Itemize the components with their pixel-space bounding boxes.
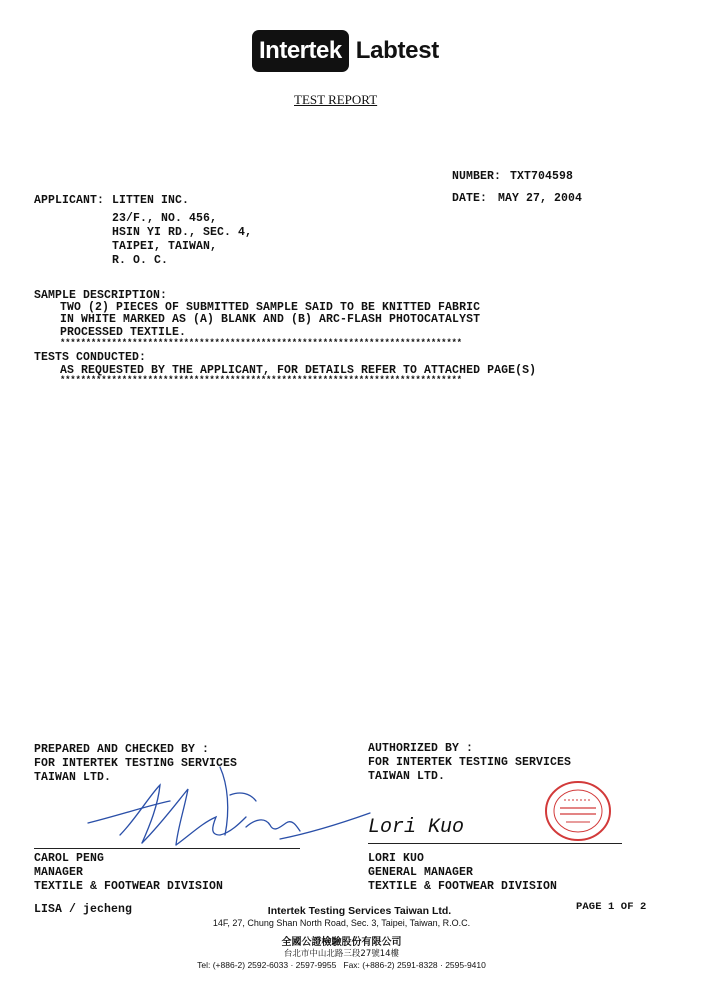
separator-line: ******************************************************************************: [60, 338, 462, 348]
prepared-line: PREPARED AND CHECKED BY :: [34, 743, 210, 756]
date-value: MAY 27, 2004: [498, 192, 583, 205]
date-label: DATE:: [452, 192, 488, 205]
sample-description-line: TWO (2) PIECES OF SUBMITTED SAMPLE SAID TO BE KNITTED FABRIC: [60, 301, 481, 314]
footer-address: 14F, 27, Chung Shan North Road, Sec. 3, Taipei, Taiwan, R.O.C.: [212, 918, 471, 928]
logo-suffix: Labtest: [355, 37, 439, 64]
tests-conducted-label: TESTS CONDUCTED:: [34, 351, 147, 364]
sample-description-line: IN WHITE MARKED AS (A) BLANK AND (B) ARC-FLASH PHOTOCATALYST: [60, 313, 481, 326]
applicant-name: LITTEN INC.: [112, 194, 190, 207]
authorized-signature-line: [368, 843, 622, 844]
authorized-line: FOR INTERTEK TESTING SERVICES: [368, 756, 572, 769]
number-value: TXT704598: [510, 170, 574, 183]
report-title: TEST REPORT: [294, 92, 378, 107]
prepared-division: TEXTILE & FOOTWEAR DIVISION: [34, 880, 224, 893]
applicant-address-line: 23/F., NO. 456,: [112, 212, 218, 225]
initials: LISA / jecheng: [34, 903, 133, 916]
page-number: PAGE 1 OF 2: [576, 901, 647, 913]
authorized-division: TEXTILE & FOOTWEAR DIVISION: [368, 880, 558, 893]
prepared-signature-line: [34, 848, 300, 849]
sample-description-label: SAMPLE DESCRIPTION:: [34, 289, 168, 302]
authorized-title: GENERAL MANAGER: [368, 866, 474, 879]
carol-peng-signature: [80, 765, 380, 855]
footer-chinese-name: 全國公證檢驗股份有限公司: [281, 937, 402, 948]
separator-line: ******************************************************************************: [60, 375, 462, 385]
number-label: NUMBER:: [452, 170, 502, 183]
applicant-address-line: HSIN YI RD., SEC. 4,: [112, 226, 253, 239]
logo-brand: Intertek: [252, 30, 349, 72]
authorized-line: AUTHORIZED BY :: [368, 742, 474, 755]
intertek-labtest-logo: [252, 30, 439, 72]
prepared-title: MANAGER: [34, 866, 84, 879]
footer-contact: Tel: (+886-2) 2592-6033 · 2597-9955 Fax: (+886-2) 2591-8328 · 2595-9410: [197, 960, 486, 970]
tests-conducted-text: AS REQUESTED BY THE APPLICANT, FOR DETAILS REFER TO ATTACHED PAGE(S): [60, 364, 537, 377]
prepared-line: FOR INTERTEK TESTING SERVICES: [34, 757, 238, 770]
footer-company: Intertek Testing Services Taiwan Ltd.: [267, 905, 452, 917]
authorized-signature: Lori Kuo: [368, 816, 465, 839]
prepared-name: CAROL PENG: [34, 852, 105, 865]
sample-description-line: PROCESSED TEXTILE.: [60, 326, 187, 339]
footer-chinese-address: 台北市中山北路三段27號14樓: [283, 949, 400, 959]
applicant-label: APPLICANT:: [34, 194, 105, 207]
applicant-address-line: R. O. C.: [112, 254, 169, 267]
prepared-line: TAIWAN LTD.: [34, 771, 112, 784]
authorized-line: TAIWAN LTD.: [368, 770, 446, 783]
applicant-address-line: TAIPEI, TAIWAN,: [112, 240, 218, 253]
authorized-name: LORI KUO: [368, 852, 425, 865]
company-stamp: [542, 778, 614, 844]
